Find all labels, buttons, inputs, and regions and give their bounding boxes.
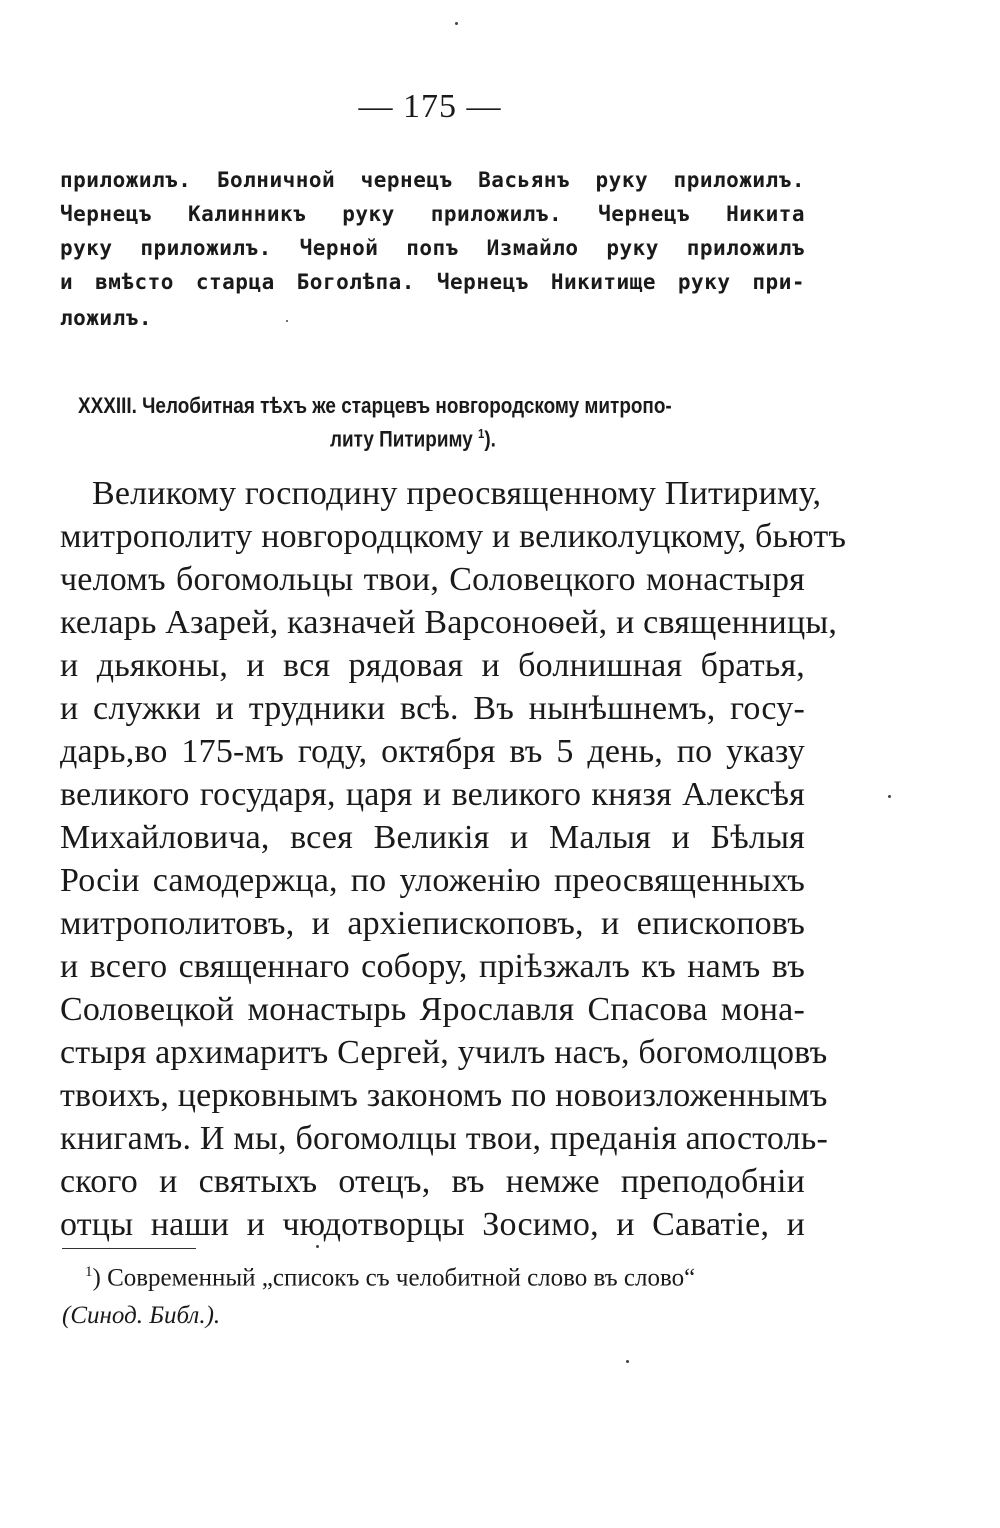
footnote-mark: 1 bbox=[85, 1264, 93, 1280]
print-speck bbox=[286, 320, 288, 322]
print-speck bbox=[316, 1245, 319, 1248]
text-line: келарь Азарей, казначей Варсоноѳей, и священницы, bbox=[60, 604, 838, 641]
text-line: Чернецъ Калинникъ руку приложилъ. Чернецъ Никита bbox=[60, 202, 805, 226]
text-line: ложилъ. bbox=[60, 306, 153, 330]
footnote bbox=[85, 1264, 695, 1292]
text-line: дарь,во 175-мъ году, октября въ 5 день, по указу bbox=[60, 733, 805, 770]
text-line: митрополиту новгородцкому и великолуцкому, бьютъ bbox=[60, 518, 847, 555]
print-speck bbox=[888, 795, 891, 798]
text-line: и всего священнаго собору, пріѣзжалъ къ намъ въ bbox=[60, 948, 805, 985]
heading-line-2-end: ). bbox=[484, 426, 496, 452]
text-line: ского и святыхъ отецъ, въ немже преподобніи bbox=[60, 1163, 805, 1200]
heading-line-2 bbox=[330, 426, 496, 452]
text-line: отцы наши и чюдотворцы Зосимо, и Саватіе, и bbox=[60, 1206, 805, 1243]
heading-line-2-text: литу Питириму bbox=[330, 426, 473, 452]
text-line: Росіи самодержца, по уложенію преосвященныхъ bbox=[60, 862, 805, 899]
print-speck bbox=[626, 1360, 629, 1363]
text-line: и вмѣсто старца Боголѣпа. Чернецъ Никитище руку при- bbox=[60, 270, 805, 294]
print-speck bbox=[455, 22, 458, 25]
text-line: и служки и трудники всѣ. Въ нынѣшнемъ, госу- bbox=[60, 690, 805, 727]
text-line: челомъ богомольцы твои, Соловецкого монастыря bbox=[60, 561, 805, 598]
text-line: твоихъ, церковнымъ закономъ по новоизложеннымъ bbox=[60, 1077, 828, 1114]
footnote-divider bbox=[62, 1248, 196, 1249]
heading-line-1: XXXIII. Челобитная тѣхъ же старцевъ новгородскому митропо- bbox=[78, 393, 672, 418]
body-text bbox=[60, 475, 847, 1243]
text-line: и дьяконы, и вся рядовая и болнишная братья, bbox=[60, 647, 805, 684]
page-number: — 175 — bbox=[358, 88, 502, 125]
text-line: Михайловича, всея Великія и Малыя и Бѣлыя bbox=[60, 819, 805, 856]
footnote-reference: 1 bbox=[478, 426, 485, 441]
text-line: приложилъ. Болничной чернецъ Васьянъ руку приложилъ. bbox=[60, 168, 805, 192]
text-line: митрополитовъ, и архіепископовъ, и епископовъ bbox=[60, 905, 805, 942]
text-line: руку приложилъ. Черной попъ Измайло руку приложилъ bbox=[60, 236, 805, 260]
text-line: стыря архимаритъ Сергей, училъ насъ, богомолцовъ bbox=[60, 1034, 828, 1071]
text-line: великого государя, царя и великого князя Алексѣя bbox=[60, 776, 805, 813]
section-heading bbox=[78, 393, 938, 463]
text-line: Великому господину преосвященному Питириму, bbox=[92, 475, 822, 512]
signature-block bbox=[60, 168, 805, 338]
footnote-text: ) Современный „списокъ съ челобитной слово въ слово“ bbox=[92, 1264, 696, 1292]
footnote-source: (Синод. Библ.). bbox=[62, 1302, 221, 1329]
text-line: Соловецкой монастырь Ярославля Спасова мона- bbox=[60, 991, 805, 1028]
text-line: книгамъ. И мы, богомолцы твои, преданія апостоль- bbox=[60, 1120, 828, 1157]
